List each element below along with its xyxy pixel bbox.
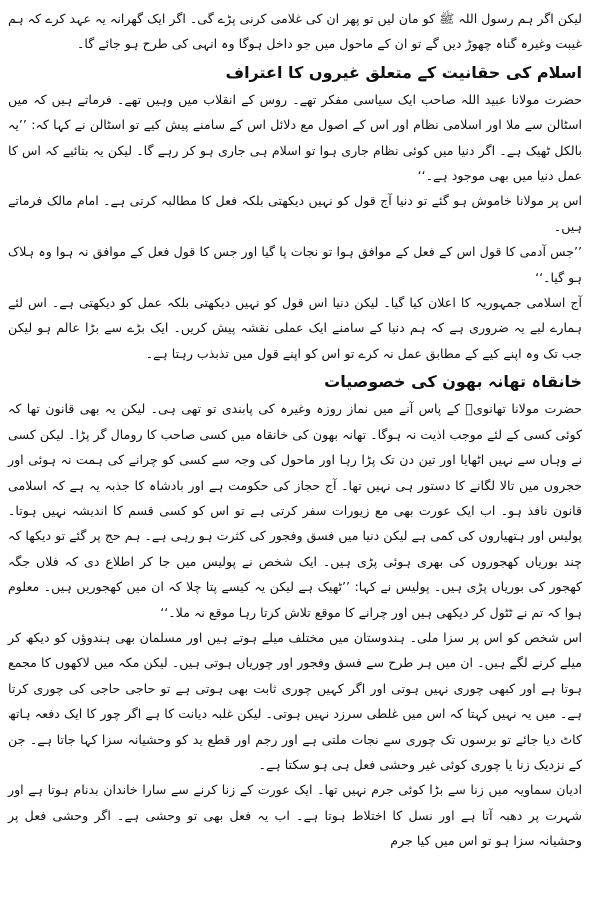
paragraph-maulana-silent: اس پر مولانا خاموش ہو گئے تو دنیا آج قول کو نہیں دیکھتی بلکہ فعل کا مطالبہ کرتی ہے۔ امام مالک فرماتے ہیں۔ [8, 193, 582, 234]
paragraph-heavenly-religions: ادیان سماویہ میں زنا سے بڑا کوئی جرم نہیں تھا۔ ایک عورت کے زنا کرنے سے سارا خاندان بدنام ہوتا ہے اور شہرت پر دھبہ آتا ہے اور نسل کا اختلاط ہوتا ہے۔ اب یہ فعل بھی تو وحشی ہے۔ اگر وحشی فعل پر وحشیانہ سزا ہو تو اس میں کیا جرم [8, 782, 582, 849]
paragraph-thanvi-khanqah: حضرت مولانا تھانویؒ کے پاس آنے میں نماز روزہ وغیرہ کی پابندی تو تھی ہی۔ لیکن یہ بھی قانون تھا کہ کوئی کسی کے لئے موجب اذیت نہ ہوگا۔ تھانہ بھون کی خانقاہ میں کسی صاحب کا رومال گر پڑا۔ لیکن کسی نے وہاں سے نہیں اٹھایا اور تین دن تک پڑا رہا اور ماحول کی وجہ سے کسی کو چرانے کی ہمت نہ ہوئی اور حجروں میں تالا لگانے کا دستور ہی نہیں تھا۔ آج حجاز کی حکومت ہے اور بادشاہ کا جذبہ یہ ہے کہ اسلامی قانون نافذ ہو۔ اب ایک عورت بھی مع زیورات سفر کرتی ہے تو اس کو کسی قسم کا اندیشہ نہیں ہوتا۔ پولیس اور ہتھیاروں کی کمی ہے لیکن دنیا میں فسق وفجور کی کثرت ہو رہی ہے۔ ہم حج پر گئے تو دیکھا کہ چند بوریاں کھجوروں کی بھری ہوئی پڑی ہیں۔ ایک شخص نے پولیس میں جا کر اطلاع دی کہ فلاں جگہ کھجور کی بوریاں پڑی ہیں۔ پولیس نے کہا: ’’ٹھیک ہے لیکن یہ کیسے پتا چلا کہ ان میں کھجوریں ہیں۔ معلوم ہوا کہ تم نے ٹٹول کر دیکھی ہیں اور چرانے کا موقع تلاش کرتا رہا موقع نہ ملا۔‘‘ [8, 401, 582, 620]
paragraph-stalin: حضرت مولانا عبید اللہ صاحب ایک سیاسی مفکر تھے۔ روس کے انقلاب میں وہیں تھے۔ فرماتے ہیں کہ میں اسٹالن سے ملا اور اسلامی نظام اور اس کے اصول مع دلائل اس کے سامنے پیش کیے تو اسٹالن نے کہا کہ: ’’یہ بالکل ٹھیک ہے۔ اگر دنیا میں کوئی نظام جاری ہوا تو اسلام ہی جاری ہو کر رہے گا۔ لیکن یہ بتائیے کہ اس کا عمل دنیا میں بھی موجود ہے۔‘‘ [8, 91, 582, 184]
paragraph-islamic-republic: آج اسلامی جمہوریہ کا اعلان کیا گیا۔ لیکن دنیا اس قول کو نہیں دیکھتی بلکہ عمل کو دیکھتی ہے۔ اس لئے ہمارے لیے یہ ضروری ہے کہ ہم دنیا کے سامنے ایک عملی نقشہ پیش کریں۔ ایک بڑے سے بڑا عالم ہو لیکن جب تک وہ اپنے کیے کے مطابق عمل نہ کرے تو اس کو اپنے قول میں تذبذب رہتا ہے۔ [8, 295, 582, 361]
section-heading-thana-bhawan: خانقاہ تھانہ بھون کی خصوصیات [324, 372, 582, 392]
paragraph-quote-imam-malik: ’’جس آدمی کا قول اس کے فعل کے موافق ہوا تو نجات پا گیا اور جس کا قول فعل کے موافق نہ ہوا وہ ہلاک ہو گیا۔‘‘ [8, 244, 582, 285]
paragraph-opening: لیکن اگر ہم رسول اللہ ﷺ کو مان لیں تو پھر ان کی غلامی کرنی پڑے گی۔ اگر ایک گھرانہ یہ عہد کرے کہ ہم غیبت وغیرہ گناہ چھوڑ دیں گے تو ان کے ماحول میں جو داخل ہوگا وہ انہی کی طرح ہو جائے گا۔ [8, 11, 582, 52]
section-heading-islam-acknowledgement: اسلام کی حقانیت کے متعلق غیروں کا اعتراف [225, 62, 582, 82]
paragraph-punishment: اس شخص کو اس پر سزا ملی۔ ہندوستان میں مختلف میلے ہوتے ہیں اور مسلمان بھی ہندوؤں کو دیکھ کر میلے کرنے لگے ہیں۔ ان میں ہر طرح سے فسق وفجور اور چوریاں ہوتی ہیں۔ لیکن مکہ میں لاکھوں کا مجمع ہوتا ہے اور کبھی چوری نہیں ہوتی اور اگر کہیں چوری ثابت بھی ہوتی ہے تو حاجی حاجی کی چوری کرتا ہے۔ میں یہ نہیں کہتا کہ اس میں غلطی سرزد نہیں ہوتی۔ لیکن غلبہ دیانت کا ہے اگر چور کا ایک دفعہ ہاتھ کاٹ دیا جائے تو برسوں تک چوری سے نجات ملتی ہے اور رجم اور قطع ید کو وحشیانہ سزا کہا جاتا ہے۔ جن کے نزدیک زنا یا چوری کوئی غیر وحشی فعل ہی ہو سکتا ہے۔ [8, 629, 582, 772]
